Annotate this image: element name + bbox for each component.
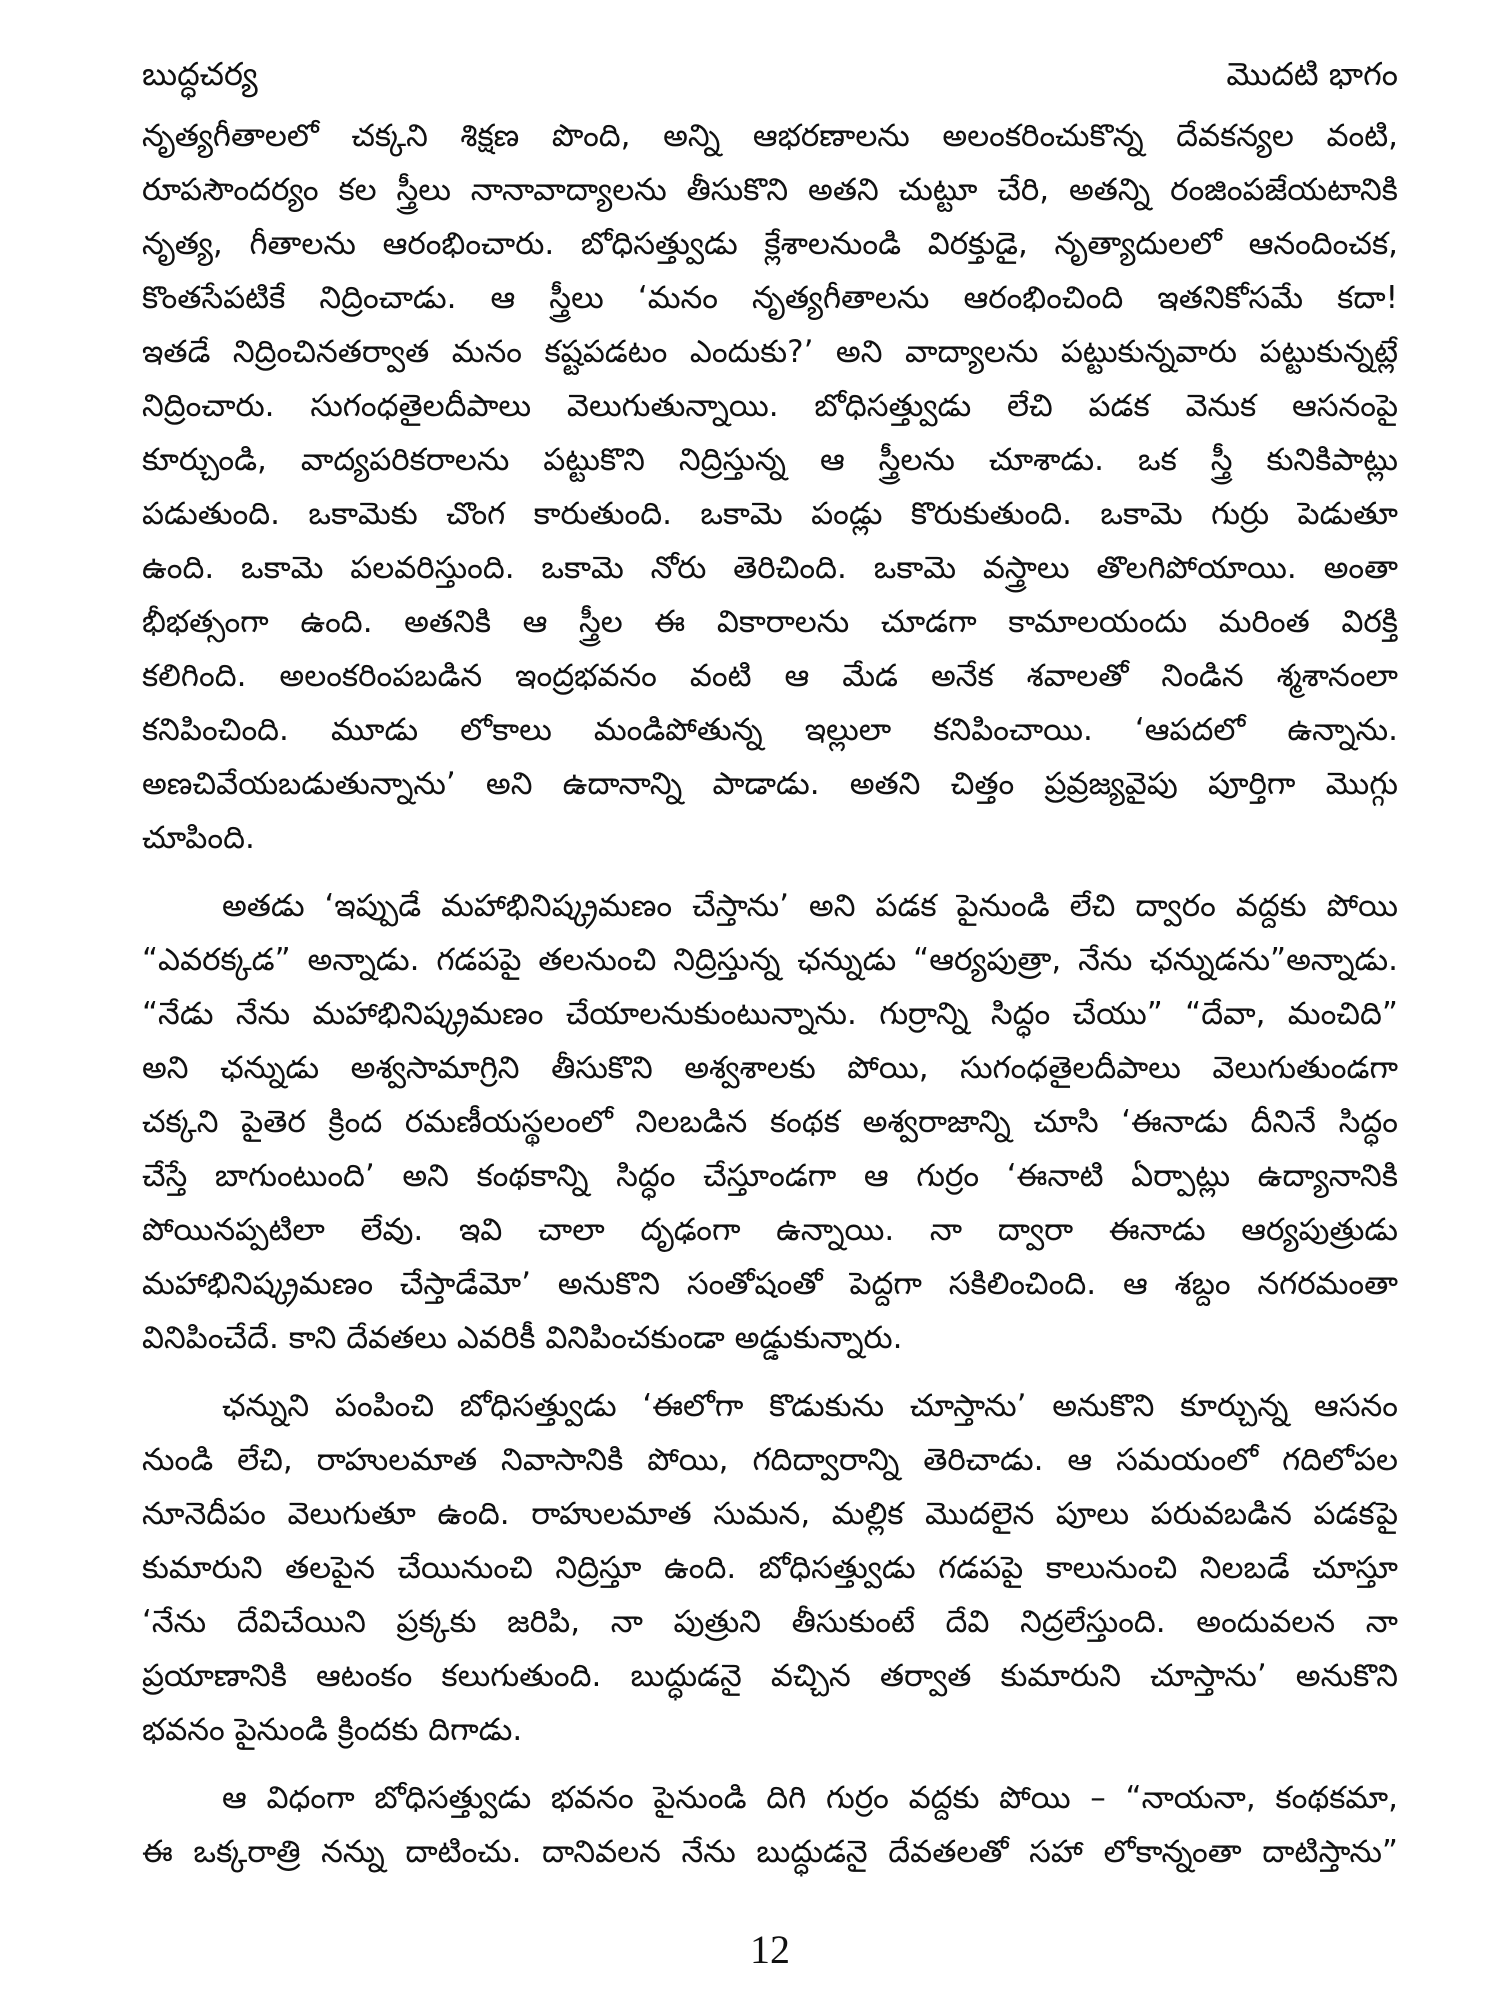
text-line: కనిపించింది. మూడు లోకాలు మండిపోతున్న ఇల్లులా కనిపించాయి. ‘ఆపదలో ఉన్నాను. (142, 712, 1398, 748)
text-line: కలిగింది. అలంకరింపబడిన ఇంద్రభవనం వంటి ఆ మేడ అనేక శవాలతో నిండిన శ్మశానంలా (142, 658, 1398, 694)
text-line: నిద్రించారు. సుగంధతైలదీపాలు వెలుగుతున్నాయి. బోధిసత్త్వుడు లేచి పడక వెనుక ఆసనంపై (142, 388, 1398, 424)
text-line: పోయినప్పటిలా లేవు. ఇవి చాలా దృఢంగా ఉన్నాయి. నా ద్వారా ఈనాడు ఆర్యపుత్రుడు (142, 1212, 1398, 1248)
text-line: రూపసౌందర్యం కల స్త్రీలు నానావాద్యాలను తీసుకొని అతని చుట్టూ చేరి, అతన్ని రంజింపజేయటానికి (142, 172, 1398, 208)
text-line: “ఎవరక్కడ” అన్నాడు. గడపపై తలనుంచి నిద్రిస్తున్న ఛన్నుడు “ఆర్యపుత్రా, నేను ఛన్నుడను”అన్నాడు. (142, 942, 1398, 978)
text-line: భీభత్సంగా ఉంది. అతనికి ఆ స్త్రీల ఈ వికారాలను చూడగా కామాలయందు మరింత విరక్తి (142, 604, 1398, 640)
text-line: అణచివేయబడుతున్నాను’ అని ఉదానాన్ని పాడాడు. అతని చిత్తం ప్రవ్రజ్యవైపు పూర్తిగా మొగ్గు (142, 766, 1398, 802)
text-line: చేస్తే బాగుంటుంది’ అని కంథకాన్ని సిద్ధం చేస్తూండగా ఆ గుర్రం ‘ఈనాటి ఏర్పాట్లు ఉద్యానానికి (142, 1158, 1398, 1194)
paragraph (142, 1771, 1398, 1879)
text-line: చక్కని పైతెర క్రింద రమణీయస్థలంలో నిలబడిన కంథక అశ్వరాజాన్ని చూసి ‘ఈనాడు దీనినే సిద్ధం (142, 1104, 1398, 1140)
text-line: నృత్య, గీతాలను ఆరంభించారు. బోధిసత్త్వుడు క్లేశాలనుండి విరక్తుడై, నృత్యాదులలో ఆనందించక, (142, 226, 1398, 262)
text-line: ఛన్నుని పంపించి బోధిసత్త్వుడు ‘ఈలోగా కొడుకును చూస్తాను’ అనుకొని కూర్చున్న ఆసనం (222, 1388, 1398, 1424)
text-line: ఉంది. ఒకామె పలవరిస్తుంది. ఒకామె నోరు తెరిచింది. ఒకామె వస్త్రాలు తొలగిపోయాయి. అంతా (142, 550, 1398, 586)
text-line: ఆ విధంగా బోధిసత్త్వుడు భవనం పైనుండి దిగి గుర్రం వద్దకు పోయి – “నాయనా, కంథకమా, (222, 1780, 1398, 1816)
text-line: కూర్చుండి, వాద్యపరికరాలను పట్టుకొని నిద్రిస్తున్న ఆ స్త్రీలను చూశాడు. ఒక స్త్రీ కునికిపాట్లు (142, 442, 1398, 478)
text-line: ‘నేను దేవిచేయిని ప్రక్కకు జరిపి, నా పుత్రుని తీసుకుంటే దేవి నిద్రలేస్తుంది. అందువలన నా (142, 1604, 1398, 1640)
text-line: వినిపించేదే. కాని దేవతలు ఎవరికీ వినిపించకుండా అడ్డుకున్నారు. (142, 1320, 903, 1356)
text-line: అని ఛన్నుడు అశ్వసామాగ్రిని తీసుకొని అశ్వశాలకు పోయి, సుగంధతైలదీపాలు వెలుగుతుండగా (142, 1050, 1398, 1086)
text-line: కుమారుని తలపైన చేయినుంచి నిద్రిస్తూ ఉంది. బోధిసత్త్వుడు గడపపై కాలునుంచి నిలబడే చూస్తూ (142, 1550, 1398, 1586)
text-line: భవనం పైనుండి క్రిందకు దిగాడు. (142, 1712, 523, 1748)
paragraph (142, 109, 1398, 865)
text-line: నృత్యగీతాలలో చక్కని శిక్షణ పొంది, అన్ని ఆభరణాలను అలంకరించుకొన్న దేవకన్యల వంటి, (142, 118, 1398, 154)
page-body (142, 109, 1398, 1879)
text-line: పడుతుంది. ఒకామెకు చొంగ కారుతుంది. ఒకామె పండ్లు కొరుకుతుంది. ఒకామె గుర్రు పెడుతూ (142, 496, 1398, 532)
paragraph (142, 1379, 1398, 1757)
text-line: “నేడు నేను మహాభినిష్క్రమణం చేయాలనుకుంటున్నాను. గుర్రాన్ని సిద్ధం చేయు” “దేవా, మంచిది” (142, 996, 1398, 1032)
text-line: మహాభినిష్క్రమణం చేస్తాడేమో’ అనుకొని సంతోషంతో పెద్దగా సకిలించింది. ఆ శబ్దం నగరమంతా (142, 1266, 1398, 1302)
text-line: చూపింది. (142, 820, 255, 856)
text-line: అతడు ‘ఇప్పుడే మహాభినిష్క్రమణం చేస్తాను’ అని పడక పైనుండి లేచి ద్వారం వద్దకు పోయి (222, 888, 1398, 924)
page-number: 12 (750, 1927, 790, 1972)
text-line: కొంతసేపటికే నిద్రించాడు. ఆ స్త్రీలు ‘మనం నృత్యగీతాలను ఆరంభించింది ఇతనికోసమే కదా! (142, 280, 1398, 316)
running-header (142, 52, 1398, 104)
text-line: ఇతడే నిద్రించినతర్వాత మనం కష్టపడటం ఎందుకు?’ అని వాద్యాలను పట్టుకున్నవారు పట్టుకున్నట్లే (142, 334, 1398, 370)
text-line: ప్రయాణానికి ఆటంకం కలుగుతుంది. బుద్ధుడనై వచ్చిన తర్వాత కుమారుని చూస్తాను’ అనుకొని (142, 1658, 1398, 1694)
text-line: నూనెదీపం వెలుగుతూ ఉంది. రాహులమాత సుమన, మల్లిక మొదలైన పూలు పరువబడిన పడకపై (142, 1496, 1398, 1532)
text-line: నుండి లేచి, రాహులమాత నివాసానికి పోయి, గదిద్వారాన్ని తెరిచాడు. ఆ సమయంలో గదిలోపల (142, 1442, 1398, 1478)
text-line: ఈ ఒక్కరాత్రి నన్ను దాటించు. దానివలన నేను బుద్ధుడనై దేవతలతో సహా లోకాన్నంతా దాటిస్తాను” (142, 1834, 1398, 1870)
book-title: బుద్ధచర్య (142, 55, 258, 93)
paragraph (142, 879, 1398, 1365)
part-label: మొదటి భాగం (1226, 55, 1398, 93)
